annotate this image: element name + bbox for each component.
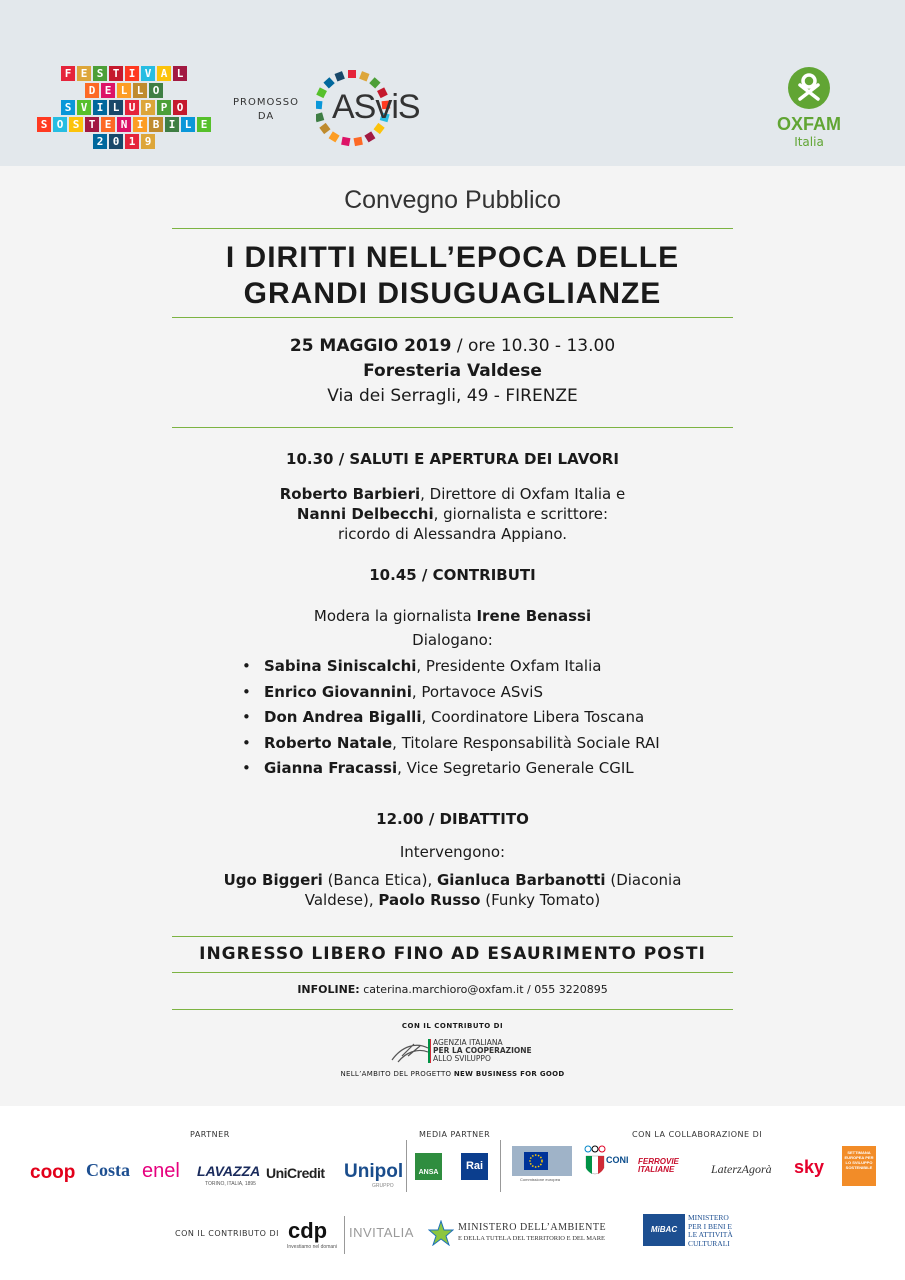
- festival-letter: E: [101, 117, 115, 132]
- coni-shield-icon: [583, 1144, 607, 1180]
- section-opening-text: [172, 484, 733, 544]
- festival-letter: F: [61, 66, 75, 81]
- speaker-name: Roberto Natale: [264, 733, 393, 752]
- festival-letter: I: [165, 117, 179, 132]
- contribution-label: CON IL CONTRIBUTO DI: [401, 1022, 504, 1030]
- speaker-name: Ugo Biggeri: [223, 871, 323, 889]
- festival-letter: A: [157, 66, 171, 81]
- festival-letter: S: [37, 117, 51, 132]
- asvis-ring-segment: [316, 112, 324, 122]
- festival-letter: S: [93, 66, 107, 81]
- festival-logo-row: [32, 134, 216, 149]
- list-item: [242, 731, 702, 757]
- list-item: [242, 756, 702, 782]
- section-debate-title: 12.00 / DIBATTITO: [376, 810, 529, 828]
- event-kind: Convegno Pubblico: [344, 186, 561, 214]
- oxfam-logo: [774, 66, 844, 149]
- festival-letter: O: [53, 117, 67, 132]
- speaker-org: (Banca Etica),: [322, 871, 437, 889]
- festival-letter: U: [125, 100, 139, 115]
- da-text: DA: [257, 111, 275, 122]
- ansa-text: ANSA: [418, 1169, 439, 1176]
- festival-letter: L: [173, 66, 187, 81]
- festival-letter: N: [117, 117, 131, 132]
- festival-logo-row: [32, 117, 216, 132]
- oxfam-icon: [787, 66, 831, 110]
- ministero-ambiente-line2: E DELLA TUTELA DEL TERRITORIO E DEL MARE: [458, 1235, 606, 1242]
- festival-letter: T: [109, 66, 123, 81]
- footer-separator: [406, 1140, 407, 1192]
- festival-letter: L: [117, 83, 131, 98]
- cdp-subtitle: Investiamo nel domani: [287, 1244, 338, 1250]
- speaker-name: Paolo Russo: [378, 891, 481, 909]
- festival-letter: I: [125, 66, 139, 81]
- festival-logo-row: [32, 83, 216, 98]
- festival-letter: D: [85, 83, 99, 98]
- divider-entry-bottom: [172, 972, 733, 973]
- event-address: Via dei Serragli, 49 - FIRENZE: [327, 386, 578, 406]
- asvis-ring-segment: [316, 101, 322, 110]
- list-item: [242, 680, 702, 706]
- asvis-ring-segment: [319, 123, 330, 134]
- event-time: / ore 10.30 - 13.00: [451, 336, 616, 356]
- section-opening-title: 10.30 / SALUTI E APERTURA DEI LAVORI: [286, 450, 619, 468]
- collaboration-label: CON LA COLLABORAZIONE DI: [632, 1130, 763, 1139]
- mibac-name: [688, 1214, 733, 1248]
- festival-letter: E: [101, 83, 115, 98]
- lavazza-logo: LAVAZZA: [197, 1163, 261, 1179]
- enel-logo: enel: [142, 1160, 180, 1182]
- event-title: [172, 240, 733, 312]
- speaker-name: Gianluca Barbanotti: [436, 871, 606, 889]
- divider-title: [172, 317, 733, 318]
- event-datetime: [172, 334, 733, 359]
- mibac-line: LE ATTIVITÀ: [688, 1230, 733, 1239]
- cdp-logo: cdp: [288, 1218, 328, 1243]
- costa-logo: Costa: [86, 1160, 130, 1180]
- list-item: [242, 654, 702, 680]
- festival-letter: L: [109, 100, 123, 115]
- laterza-logo: LaterzAgorà: [711, 1162, 772, 1176]
- asvis-ring-segment: [364, 131, 375, 142]
- aics-line: AGENZIA ITALIANA: [433, 1038, 503, 1047]
- event-date: 25 MAGGIO 2019: [289, 336, 452, 356]
- oxfam-name: OXFAM: [776, 114, 841, 134]
- event-title-line1: I DIRITTI NELL’EPOCA DELLE: [225, 241, 680, 274]
- sky-logo: sky: [794, 1157, 825, 1177]
- festival-letter: B: [149, 117, 163, 132]
- partner-label: PARTNER: [190, 1130, 230, 1139]
- festival-letter: 2: [93, 134, 107, 149]
- festival-letter: O: [173, 100, 187, 115]
- asvis-ring-segment: [359, 71, 369, 81]
- moderator-block: [172, 604, 733, 652]
- asvis-ring-segment: [369, 77, 380, 88]
- eu-commission-text: Commissione europea: [520, 1177, 561, 1182]
- free-entry-notice: INGRESSO LIBERO FINO AD ESAURIMENTO POSTI: [199, 944, 706, 964]
- invitalia-logo: INVITALIA: [349, 1225, 414, 1240]
- rai-text: Rai: [465, 1160, 484, 1172]
- asvis-ring-segment: [323, 77, 334, 88]
- aics-logo-text: [433, 1039, 532, 1063]
- event-title-line2: GRANDI DISUGUAGLIANZE: [243, 277, 662, 310]
- speaker-role: , giornalista e scrittore:: [433, 505, 609, 523]
- festival-letter: E: [197, 117, 211, 132]
- speaker-role: , Coordinatore Libera Toscana: [421, 708, 645, 727]
- festival-letter: 1: [125, 134, 139, 149]
- settimana-europea-logo: SETTIMANA EUROPEA PER LO SVILUPPO SOSTENIBILE: [842, 1146, 876, 1186]
- festival-logo: [32, 66, 216, 151]
- speaker-name: Nanni Delbecchi: [296, 505, 434, 523]
- event-info: [172, 334, 733, 409]
- festival-logo-row: [32, 66, 216, 81]
- speaker-name: Sabina Siniscalchi: [264, 657, 417, 675]
- rai-logo: [461, 1153, 488, 1180]
- speaker-role: , Titolare Responsabilità Sociale RAI: [392, 733, 660, 752]
- speaker-org: (Diaconia: [605, 871, 682, 889]
- lavazza-subtitle: TORINO, ITALIA, 1895: [205, 1181, 256, 1187]
- festival-letter: P: [141, 100, 155, 115]
- festival-letter: P: [157, 100, 171, 115]
- oxfam-subtitle: Italia: [794, 135, 824, 149]
- speaker-name: Roberto Barbieri: [279, 485, 421, 503]
- section-contributions-title: 10.45 / CONTRIBUTI: [369, 566, 536, 584]
- asvis-logo-text: ASviS: [332, 88, 420, 126]
- speaker-org: Valdese),: [304, 891, 379, 909]
- unipol-subtitle: GRUPPO: [372, 1183, 394, 1189]
- speaker-org: (Funky Tomato): [480, 891, 601, 909]
- asvis-ring-segment: [341, 137, 350, 146]
- infoline-contact: caterina.marchioro@oxfam.it / 055 3220895: [359, 983, 608, 996]
- ministero-ambiente-line1: MINISTERO DELL’AMBIENTE: [458, 1222, 607, 1233]
- speaker-name: Enrico Giovannini: [264, 682, 412, 701]
- aics-line: PER LA COOPERAZIONE: [433, 1046, 532, 1055]
- asvis-ring-segment: [354, 137, 363, 146]
- festival-letter: 0: [109, 134, 123, 149]
- unicredit-logo: UniCredit: [266, 1165, 325, 1181]
- promosso-text: PROMOSSO: [233, 97, 299, 108]
- festival-letter: S: [61, 100, 75, 115]
- mibac-line: MINISTERO: [688, 1213, 729, 1222]
- coni-text: CONI: [606, 1155, 629, 1165]
- mibac-logo: [643, 1214, 685, 1246]
- asvis-ring-segment: [348, 70, 356, 78]
- footer-separator: [344, 1216, 345, 1254]
- event-venue: Foresteria Valdese: [363, 361, 542, 381]
- speaker-role: , Direttore di Oxfam Italia e: [420, 485, 626, 503]
- festival-letter: V: [77, 100, 91, 115]
- festival-letter: 9: [141, 134, 155, 149]
- ministry-star-icon: [428, 1220, 454, 1246]
- speaker-role: , Vice Segretario Generale CGIL: [397, 759, 634, 778]
- festival-letter: L: [181, 117, 195, 132]
- festival-logo-row: [32, 100, 216, 115]
- speaker-name: Gianna Fracassi: [264, 759, 398, 778]
- footer-separator: [500, 1140, 501, 1192]
- mibac-line: PER I BENI E: [688, 1221, 732, 1231]
- project-label: NELL’AMBITO DEL PROGETTO: [340, 1070, 454, 1078]
- speaker-name: Don Andrea Bigalli: [264, 708, 422, 727]
- dialog-label: Dialogano:: [412, 631, 493, 649]
- moderator-label: Modera la giornalista: [313, 607, 477, 625]
- divider-infoline: [172, 1009, 733, 1010]
- mibac-line: CULTURALI: [688, 1238, 730, 1248]
- project-name: NEW BUSINESS FOR GOOD: [453, 1070, 565, 1078]
- asvis-ring-segment: [316, 87, 327, 98]
- project-line: [172, 1070, 733, 1078]
- infoline: [172, 983, 733, 996]
- asvis-ring-segment: [329, 131, 340, 142]
- divider-top: [172, 228, 733, 229]
- divider-entry-top: [172, 936, 733, 937]
- festival-letter: L: [133, 83, 147, 98]
- ansa-logo: [415, 1153, 442, 1180]
- promoted-by-label: [226, 96, 306, 124]
- festival-letter: O: [149, 83, 163, 98]
- moderator-name: Irene Benassi: [476, 607, 592, 625]
- festival-letter: T: [85, 117, 99, 132]
- festival-letter: S: [69, 117, 83, 132]
- divider-info: [172, 427, 733, 428]
- speaker-role: , Portavoce ASviS: [411, 682, 543, 701]
- speaker-list: [242, 654, 702, 782]
- speaker-role: , Presidente Oxfam Italia: [416, 657, 602, 675]
- debate-intro: Intervengono:: [399, 843, 506, 861]
- media-partner-label: MEDIA PARTNER: [419, 1130, 491, 1139]
- festival-letter: I: [93, 100, 107, 115]
- festival-letter: V: [141, 66, 155, 81]
- list-item: [242, 705, 702, 731]
- unipol-logo: Unipol: [344, 1161, 404, 1182]
- asvis-ring-segment: [335, 71, 345, 81]
- ferrovie-logo: FERROVIE ITALIANE: [638, 1157, 679, 1174]
- memorial-text: ricordo di Alessandra Appiano.: [337, 525, 568, 543]
- festival-letter: E: [77, 66, 91, 81]
- aics-line: ALLO SVILUPPO: [433, 1054, 491, 1063]
- debate-speakers: [172, 870, 733, 910]
- mibac-text: MiBAC: [650, 1225, 678, 1234]
- footer-contribution-label: CON IL CONTRIBUTO DI: [175, 1229, 280, 1238]
- infoline-label: INFOLINE:: [297, 983, 360, 996]
- festival-letter: I: [133, 117, 147, 132]
- coop-logo: coop: [30, 1162, 76, 1183]
